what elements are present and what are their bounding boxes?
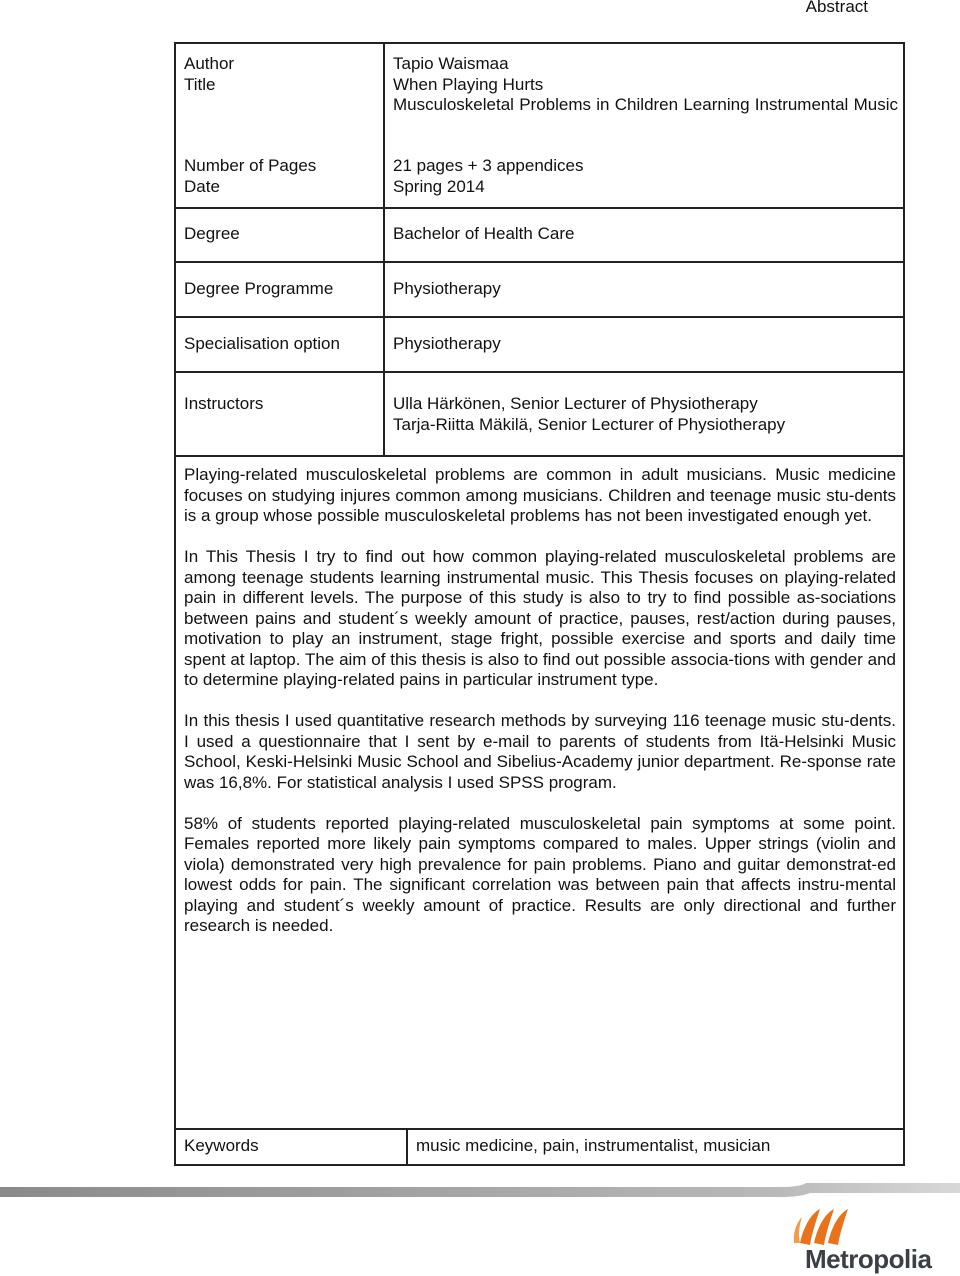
abstract-paragraph-2: In This Thesis I try to find out how common playing-related musculoskeletal problems are among teenage students learning instrumental music. This Thesis focuses on playing-related pain in different levels. The purpose of this study is also to try to find possible as-sociations between pains and student´s weekly amount of practice, pauses, rest/action during pauses, motivation to play an instrument, stage fright, possible exercise and sports and daily time spent at laptop. The aim of this thesis is also to find out possible associa-tions with gender and to determine playing-related pains in particular instrument type. [184, 547, 896, 689]
author-label: Author [184, 54, 235, 73]
specialisation-label: Specialisation option [184, 334, 340, 353]
title-value-line1: When Playing Hurts [393, 74, 544, 94]
date-label: Date [184, 176, 220, 196]
footer-bar [0, 1183, 960, 1201]
date-value: Spring 2014 [393, 176, 485, 196]
instructor-2: Tarja-Riitta Mäkilä, Senior Lecturer of Physiotherapy [393, 414, 786, 434]
abstract-body [184, 465, 896, 957]
abstract-paragraph-1: Playing-related musculoskeletal problems are common in adult musicians. Music medicine focuses on studying injures common among musicians. Children and teenage music stu-dents is a group whose possible musculoskeletal problems has not been investigated enough yet. [184, 465, 896, 525]
row-specialisation [176, 318, 903, 373]
title-label: Title [184, 74, 216, 94]
abstract-paragraph-3: In this thesis I used quantitative research methods by surveying 116 teenage music stu-dents. I used a questionnaire that I sent by e-mail to parents of students from Itä-Helsinki Music School, Keski-Helsinki Music School and Sibelius-Academy junior department. Re-sponse rate was 16,8%. For statistical analysis I used SPSS program. [184, 711, 896, 792]
title-value-line2: Musculoskeletal Problems in Children Learning Instrumental Music [393, 95, 898, 114]
programme-value: Physiotherapy [393, 279, 501, 298]
abstract-paragraph-4: 58% of students reported playing-related musculoskeletal pain symptoms at some point. Females reported more likely pain symptoms compared to males. Upper strings (violin and viola) demonstrated very high prevalence for pain problems. Piano and guitar demonstrat-ed lowest odds for pain. The significant correlation was between pain that affects instru-mental playing and student´s weekly amount of practice. Results are only directional and further research is needed. [184, 813, 896, 935]
keywords-value: music medicine, pain, instrumentalist, musician [416, 1136, 771, 1155]
keywords-label: Keywords [184, 1136, 259, 1155]
pages-value: 21 pages + 3 appendices [393, 156, 584, 175]
author-value: Tapio Waismaa [393, 54, 509, 73]
logo-text: Metropolia [805, 1244, 932, 1274]
keywords-row [176, 1128, 903, 1164]
row-instructors [176, 373, 903, 457]
degree-label: Degree [184, 224, 240, 243]
keywords-divider [406, 1130, 408, 1164]
instructors-label: Instructors [184, 394, 264, 413]
instructor-1: Ulla Härkönen, Senior Lecturer of Physiotherapy [393, 394, 758, 413]
row-author-title [176, 44, 903, 209]
pages-label: Number of Pages [184, 156, 317, 175]
programme-label: Degree Programme [184, 279, 334, 298]
degree-value: Bachelor of Health Care [393, 224, 575, 243]
row-degree [176, 209, 903, 263]
section-title: Abstract [805, 0, 868, 16]
row-programme [176, 263, 903, 318]
abstract-form [174, 42, 905, 1166]
specialisation-value: Physiotherapy [393, 334, 501, 353]
